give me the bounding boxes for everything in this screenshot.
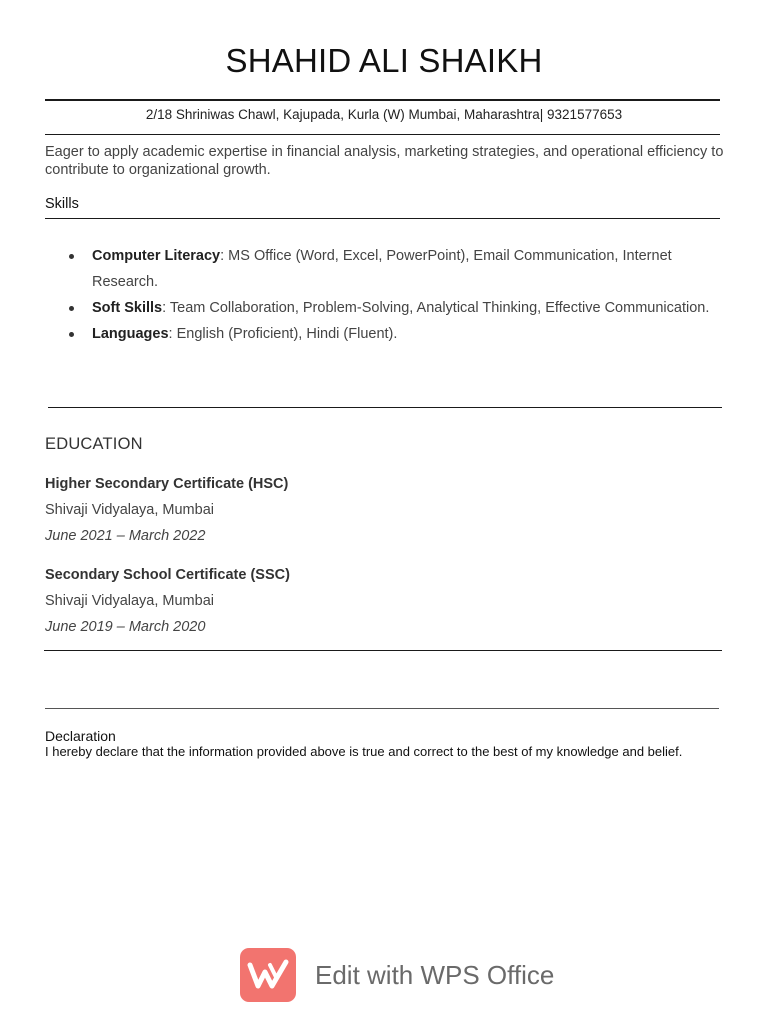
contact-line: 2/18 Shriniwas Chawl, Kajupada, Kurla (W) Mumbai, Maharashtra| 9321577653 — [145, 107, 623, 122]
education-degree: Higher Secondary Certificate (HSC) — [45, 476, 289, 492]
wps-office-logo-icon[interactable] — [240, 948, 296, 1002]
bullet-icon — [69, 332, 74, 337]
education-divider — [44, 650, 722, 651]
education-heading: EDUCATION — [45, 435, 143, 453]
skill-item-languages — [69, 321, 719, 347]
skills-section-divider — [48, 407, 722, 408]
edit-with-wps-link[interactable]: Edit with WPS Office — [315, 960, 555, 990]
skill-detail: : Team Collaboration, Problem-Solving, Analytical Thinking, Effective Communication. — [162, 300, 710, 316]
declaration-heading: Declaration — [45, 728, 116, 744]
skill-item-soft-skills — [69, 295, 719, 321]
skill-detail: : English (Proficient), Hindi (Fluent). — [168, 326, 398, 342]
resume-name: SHAHID ALI SHAIKH — [225, 42, 543, 79]
skill-label: Computer Literacy — [92, 248, 221, 264]
declaration-text: I hereby declare that the information provided above is true and correct to the best of my knowledge and belief. — [45, 744, 683, 759]
bullet-icon — [69, 254, 74, 259]
bullet-icon — [69, 306, 74, 311]
skills-divider — [45, 218, 720, 219]
skill-item-computer-literacy — [69, 243, 719, 295]
underscore-line — [45, 708, 719, 709]
skill-label: Languages — [92, 326, 169, 342]
education-degree: Secondary School Certificate (SSC) — [45, 567, 290, 583]
summary-paragraph: Eager to apply academic expertise in financial analysis, marketing strategies, and operational efficiency to contribute to organizational growth. — [45, 144, 724, 178]
education-school: Shivaji Vidyalaya, Mumbai — [45, 593, 214, 609]
skills-heading: Skills — [45, 196, 79, 212]
education-school: Shivaji Vidyalaya, Mumbai — [45, 502, 214, 518]
education-dates: June 2021 – March 2022 — [45, 528, 206, 544]
skills-list — [69, 243, 719, 347]
skill-detail: : MS Office (Word, Excel, PowerPoint), Email Communication, Internet Research. — [92, 248, 672, 290]
skill-label: Soft Skills — [92, 300, 163, 316]
header-divider — [45, 99, 720, 101]
education-dates: June 2019 – March 2020 — [45, 619, 206, 635]
contact-divider — [45, 134, 720, 135]
